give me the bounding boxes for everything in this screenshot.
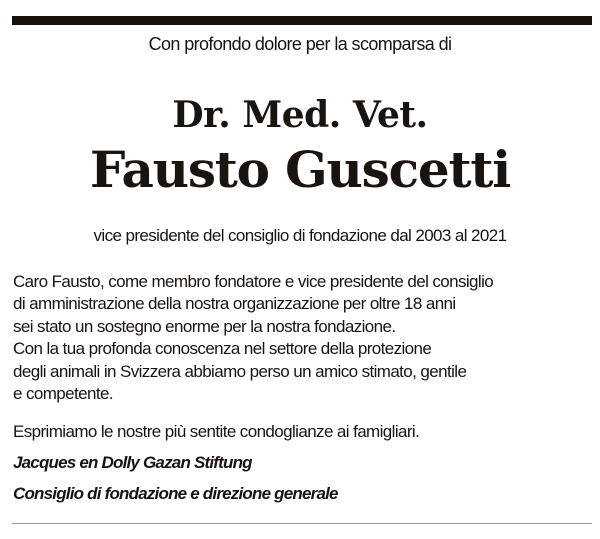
message-line: degli animali in Svizzera abbiamo perso un amico stimato, gentile: [13, 361, 467, 381]
message-line: Caro Fausto, come membro fondatore e vice presidente del consiglio: [13, 272, 494, 291]
signature-department: Consiglio di fondazione e direzione generale: [13, 484, 338, 503]
signature-organization: Jacques en Dolly Gazan Stiftung: [13, 453, 252, 472]
message-line: Con la tua profonda conoscenza nel settore della protezione: [13, 339, 432, 359]
top-divider: [12, 16, 592, 25]
intro-text: Con profondo dolore per la scomparsa di: [148, 34, 452, 54]
deceased-title: Dr. Med. Vet.: [172, 94, 428, 136]
deceased-role: vice presidente del consiglio di fondazione dal 2003 al 2021: [93, 226, 507, 245]
message-line: e competente.: [13, 384, 113, 404]
bottom-divider: [12, 523, 592, 524]
condolences-text: Esprimiamo le nostre più sentite condoglianze ai famigliari.: [13, 422, 420, 441]
deceased-name: Fausto Guscetti: [89, 140, 511, 199]
message-body: [13, 271, 598, 405]
message-line: sei stato un sostegno enorme per la nostra fondazione.: [13, 316, 396, 336]
message-line: di amministrazione della nostra organizzazione per oltre 18 anni: [13, 294, 456, 314]
